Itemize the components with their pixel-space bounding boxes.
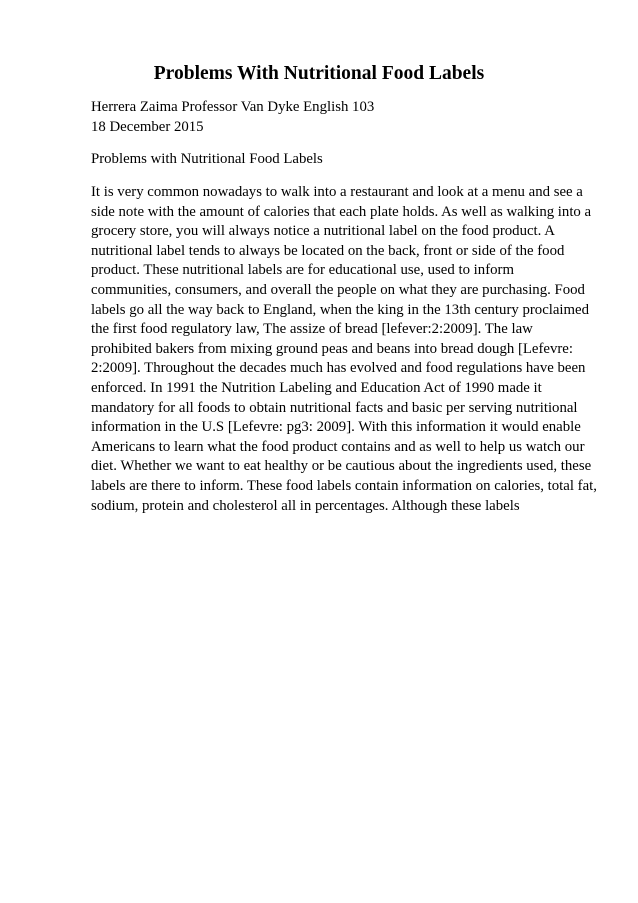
paragraph-line: communities, consumers, and overall the people on what they are purchasing. Food [91,281,585,298]
paragraph-line: prohibited bakers from mixing ground peas and beans into bread dough [Lefevre: [91,340,573,357]
essay-subheading [91,150,601,170]
body-paragraph [91,183,597,516]
paragraph-line: grocery store, you will always notice a nutritional label on the food product. A [91,223,555,240]
byline-date: 18 December 2015 [91,118,204,135]
subheading-text: Problems with Nutritional Food Labels [91,151,323,167]
byline [91,98,601,137]
paragraph-line: 2:2009]. Throughout the decades much has evolved and food regulations have been [91,360,586,377]
paragraph-line: labels are there to inform. These food labels contain information on calories, total fat, [91,477,597,494]
paragraph-line: nutritional label tends to always be located on the back, front or side of the food [91,242,565,259]
paragraph-line: side note with the amount of calories that each plate holds. As well as walking into a [91,203,592,220]
paragraph-line: Americans to learn what the food product contains and as well to help us watch our [91,438,585,455]
paragraph-line: labels go all the way back to England, when the king in the 13th century proclaimed [91,301,590,318]
paragraph-line: diet. Whether we want to eat healthy or be cautious about the ingredients used, these [91,458,592,475]
document-title: Problems With Nutritional Food Labels [153,63,485,84]
paragraph-line: product. These nutritional labels are for educational use, used to inform [91,262,514,279]
paragraph-line: sodium, protein and cholesterol all in percentages. Although these labels [91,497,520,514]
byline-author-course: Herrera Zaima Professor Van Dyke English 103 [91,99,375,115]
paragraph-line: mandatory for all foods to obtain nutritional facts and basic per serving nutritional [91,399,578,416]
paragraph-line: the first food regulatory law, The assize of bread [lefever:2:2009]. The law [91,321,533,338]
paragraph-line: information in the U.S [Lefevre: pg3: 2009]. With this information it would enable [91,419,581,436]
paragraph-line: It is very common nowadays to walk into a restaurant and look at a menu and see a [91,184,583,200]
paragraph-line: enforced. In 1991 the Nutrition Labeling and Education Act of 1990 made it [91,379,542,396]
